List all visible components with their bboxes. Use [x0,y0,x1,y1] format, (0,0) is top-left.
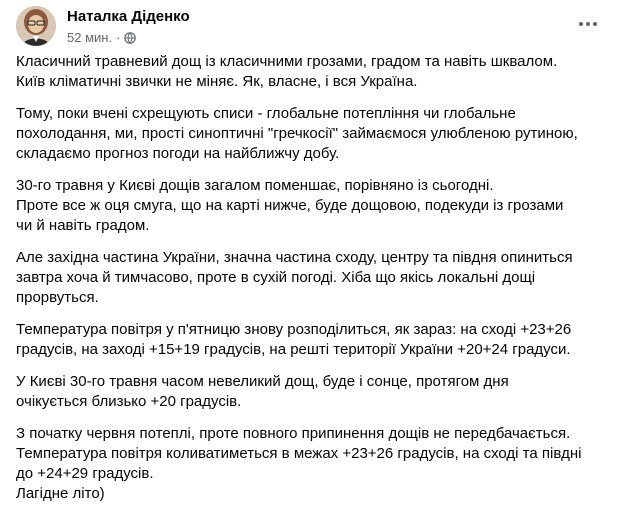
post-line: градусів, на заході +15+19 градусів, на решті території України +20+24 градуси. [16,341,571,358]
post-header [16,6,604,50]
post-line: Температура повітря коливатиметься в межах +23+26 градусів, на сході та півдні [16,445,582,462]
post-paragraph [16,320,608,360]
post-paragraph [16,52,608,92]
post-timestamp[interactable]: 52 мин. [67,30,113,45]
post-line: Київ кліматичні звички не міняє. Як, власне, і вся Україна. [16,73,418,90]
post-paragraph [16,372,608,412]
meta-separator: · [116,30,121,45]
post-line: Температура повітря у п'ятницю знову розподілиться, як зараз: на сході +23+26 [16,321,572,338]
post-meta [67,30,136,46]
post-line: Лагідне літо) [16,485,105,502]
post-paragraph [16,248,608,308]
post-line: З початку червня потеплі, проте повного припинення дощів не передбачається. [16,425,571,442]
post-line: Але західна частина України, значна частина сходу, центру та півдня опиниться [16,249,573,266]
post-line: складаємо прогноз погоди на найближчу добу. [16,145,340,162]
post-paragraph [16,424,608,504]
globe-icon[interactable] [124,32,136,44]
post-line: прорвуться. [16,289,99,306]
post-line: 30-го травня у Києві дощів загалом поменшає, порівняно із сьогодні. [16,177,494,194]
post-line: завтра хоча й тимчасово, проте в сухій погоді. Хіба що якісь локальні дощі [16,269,536,286]
post-line: похолодання, ми, прості синоптичні "гречкосії" займаємося улюбленою рутиною, [16,125,578,142]
post-paragraph [16,176,608,236]
post-line: У Києві 30-го травня часом невеликий дощ, буде і сонце, протягом дня [16,373,509,390]
post-line: Проте все ж оця смуга, що на карті нижче, буде дощовою, подекуди із грозами [16,197,564,214]
post-line: чи й навіть градом. [16,217,150,234]
post-paragraph [16,104,608,164]
post-line: Тому, поки вчені схрещують списи - глобальне потепління чи глобальне [16,105,516,122]
more-options-icon[interactable] [574,10,602,38]
post-line: до +24+29 градусів. [16,465,154,482]
post-line: очікується близько +20 градусів. [16,393,242,410]
author-avatar[interactable] [16,6,56,46]
post-line: Класичний травневий дощ із класичними грозами, градом та навіть шквалом. [16,53,558,70]
author-name[interactable]: Наталка Діденко [67,8,190,25]
post-body [16,52,608,516]
